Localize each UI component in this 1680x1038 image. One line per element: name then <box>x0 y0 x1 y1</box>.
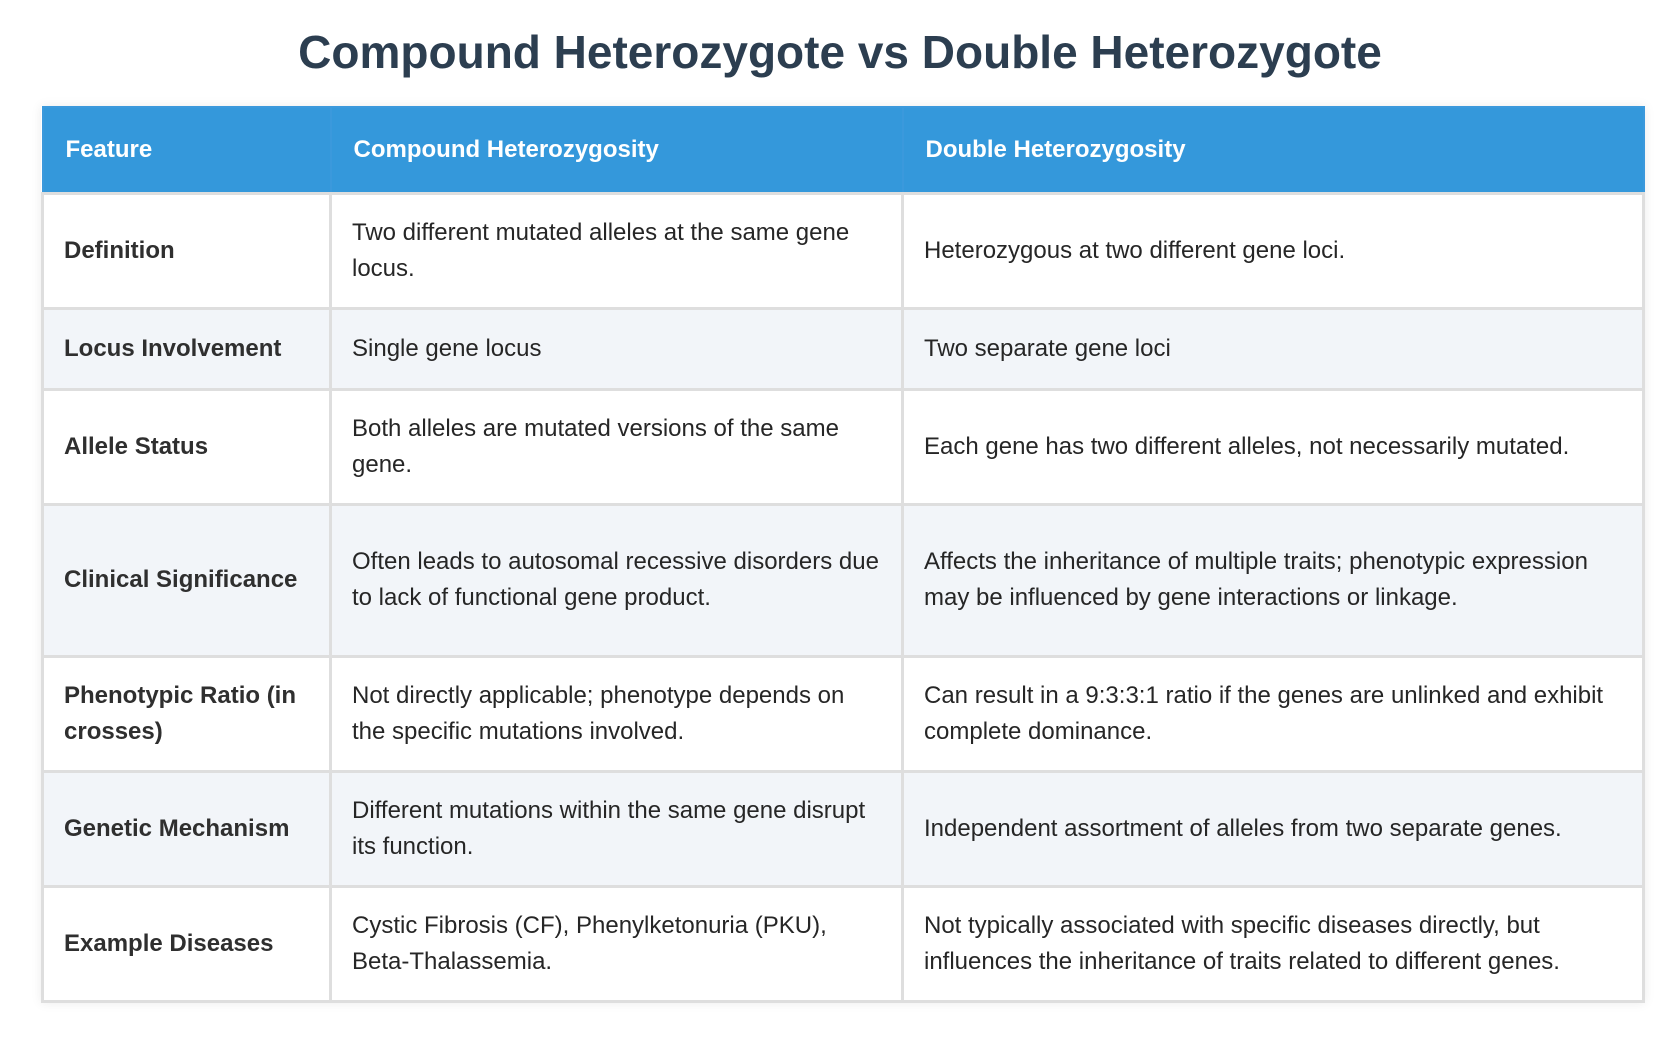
feature-cell: Phenotypic Ratio (in crosses) <box>43 656 331 771</box>
double-cell: Heterozygous at two different gene loci. <box>903 193 1644 308</box>
feature-cell: Locus Involvement <box>43 308 331 389</box>
table-body <box>43 193 1644 1001</box>
double-cell: Not typically associated with specific diseases directly, but influences the inheritance of traits related to different genes. <box>903 886 1644 1001</box>
compound-cell: Not directly applicable; phenotype depends on the specific mutations involved. <box>331 656 903 771</box>
double-cell: Each gene has two different alleles, not necessarily mutated. <box>903 389 1644 504</box>
feature-cell: Genetic Mechanism <box>43 771 331 886</box>
feature-cell: Example Diseases <box>43 886 331 1001</box>
table-row-clinical-significance <box>43 504 1644 656</box>
table-row-definition <box>43 193 1644 308</box>
double-cell: Affects the inheritance of multiple traits; phenotypic expression may be influenced by gene interactions or linkage. <box>903 504 1644 656</box>
compound-cell: Both alleles are mutated versions of the same gene. <box>331 389 903 504</box>
double-cell: Can result in a 9:3:3:1 ratio if the genes are unlinked and exhibit complete dominance. <box>903 656 1644 771</box>
compound-cell: Different mutations within the same gene disrupt its function. <box>331 771 903 886</box>
table-row-locus-involvement <box>43 308 1644 389</box>
table-header <box>43 107 1644 193</box>
double-cell: Two separate gene loci <box>903 308 1644 389</box>
compound-cell: Often leads to autosomal recessive disorders due to lack of functional gene product. <box>331 504 903 656</box>
compound-cell: Cystic Fibrosis (CF), Phenylketonuria (PKU), Beta-Thalassemia. <box>331 886 903 1001</box>
table-row-example-diseases <box>43 886 1644 1001</box>
header-feature: Feature <box>43 107 331 193</box>
comparison-table <box>41 106 1645 1003</box>
compound-cell: Single gene locus <box>331 308 903 389</box>
header-row <box>43 107 1644 193</box>
header-compound-heterozygosity: Compound Heterozygosity <box>331 107 903 193</box>
compound-cell: Two different mutated alleles at the same gene locus. <box>331 193 903 308</box>
table-row-genetic-mechanism <box>43 771 1644 886</box>
comparison-table-container <box>41 106 1642 1003</box>
table-row-allele-status <box>43 389 1644 504</box>
feature-cell: Allele Status <box>43 389 331 504</box>
feature-cell: Definition <box>43 193 331 308</box>
header-double-heterozygosity: Double Heterozygosity <box>903 107 1644 193</box>
table-row-phenotypic-ratio <box>43 656 1644 771</box>
double-cell: Independent assortment of alleles from two separate genes. <box>903 771 1644 886</box>
page-title: Compound Heterozygote vs Double Heterozygote <box>298 26 1382 78</box>
feature-cell: Clinical Significance <box>43 504 331 656</box>
